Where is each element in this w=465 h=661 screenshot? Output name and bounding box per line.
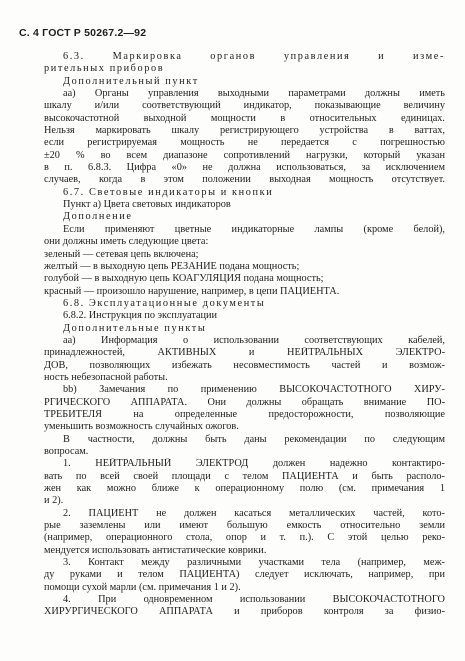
text-line: ность небезопасной работы. [44, 371, 168, 383]
text-line: шкалу и/или соответствующий индикатор, показывающие величину [44, 100, 445, 112]
text-line: голубой — в выходную цепь КОАГУЛЯЦИЯ подана мощность; [44, 273, 324, 285]
text-line: они должны иметь следующие цвета: [44, 236, 209, 248]
text-line: высокочастотной выходной мощности в относительных единицах. [44, 112, 445, 124]
text-line: вать по всей своей площади с телом ПАЦИЕНТА и быть располо- [44, 470, 445, 482]
text-line: 6.3. Маркировка органов управления и изме- [63, 51, 445, 62]
text-line: ду руками и телом ПАЦИЕНТА) следует исключать, например, при [44, 569, 445, 581]
text-line: желтый — в выходную цепь РЕЗАНИЕ подана мощность; [44, 260, 300, 272]
text-line: Нельзя маркировать шкалу регистрирующего устройства в ваттах, [44, 125, 445, 137]
text-line: ±20 % во всем диапазоне сопротивлений нагрузки, который указан [44, 149, 445, 161]
text-line: мендуется использовать антистатические коврики. [44, 544, 267, 556]
text-line: помощи сухой марли (см. примечания 1 и 2). [44, 581, 241, 593]
text-line: принадлежностей, АКТИВНЫХ и НЕЙТРАЛЬНЫХ ЭЛЕКТРО- [44, 347, 445, 359]
text-line: 2. ПАЦИЕНТ не должен касаться металлических частей, кото- [63, 507, 445, 519]
text-line: вопросам. [44, 446, 89, 457]
text-line: 3. Контакт между различными участками тела (например, меж- [63, 557, 445, 569]
text-line: если регистрируемая мощность не передается с погрешностью [44, 137, 445, 149]
text-line: Дополнение [63, 211, 133, 223]
text-line: случаев, когда в этом положении выходная мощность отсутствует. [44, 174, 445, 186]
document-body [44, 51, 445, 619]
text-line: 6.8. Эксплуатационные документы [63, 297, 266, 309]
text-line: Дополнительные пункты [63, 322, 207, 334]
text-line: РГИЧЕСКОГО АППАРАТА. Они должны обращать внимание ПО- [44, 396, 445, 408]
text-line: 6.7. Световые индикаторы и кнопки [63, 186, 274, 198]
text-line: красный — произошло нарушение, например, в цепи ПАЦИЕНТА. [44, 285, 340, 297]
text-line: и 2). [44, 495, 64, 507]
text-line: аа) Информация о использовании соответствующих кабелей, [63, 334, 445, 346]
text-line: ТРЕБИТЕЛЯ на определенные предосторожности, позволяющие [44, 408, 445, 420]
text-line: (например, операционного стола, опор и т. п.). С этой целью реко- [44, 532, 445, 544]
text-line: жен как можно ближе к операционному полю (см. примечания 1 [44, 483, 445, 495]
text-line: уменьшить возможность случайных ожогов. [44, 421, 239, 433]
page-header: С. 4 ГОСТ Р 50267.2—92 [19, 27, 147, 39]
text-line: ХИРУРГИЧЕСКОГО АППАРАТА и приборов контроля за физио- [44, 606, 445, 618]
text-line: ДОВ, позволяющих избежать несовместимость частей и возмож- [44, 359, 445, 371]
text-line: Дополнительный пункт [63, 75, 199, 87]
text-line: аа) Органы управления выходными параметрами должны иметь [63, 88, 445, 100]
text-line: Если применяют цветные индикаторные лампы (кроме белой), [63, 223, 445, 235]
text-line: 1. НЕЙТРАЛЬНЫЙ ЭЛЕКТРОД должен надежно контактиро- [63, 458, 445, 470]
text-line: В частности, должны быть даны рекомендации по следующим [63, 433, 445, 445]
text-line: bb) Замечания по применению ВЫСОКОЧАСТОТНОГО ХИРУ- [63, 384, 445, 396]
text-line: 6.8.2. Инструкция по эксплуатации [63, 310, 218, 322]
text-line: рые заземлены или имеют большую емкость относительно земли [44, 520, 445, 532]
text-line: 4. При одновременном использовании ВЫСОКОЧАСТОТНОГО [63, 594, 445, 606]
text-line: зеленый — сетевая цепь включена; [44, 248, 199, 260]
text-line: в п. 6.8.3. Цифра «0» не должна использоваться, за исключением [44, 162, 445, 174]
text-line: Пункт а) Цвета световых индикаторов [63, 199, 231, 211]
text-line: рительных приборов [44, 63, 165, 75]
